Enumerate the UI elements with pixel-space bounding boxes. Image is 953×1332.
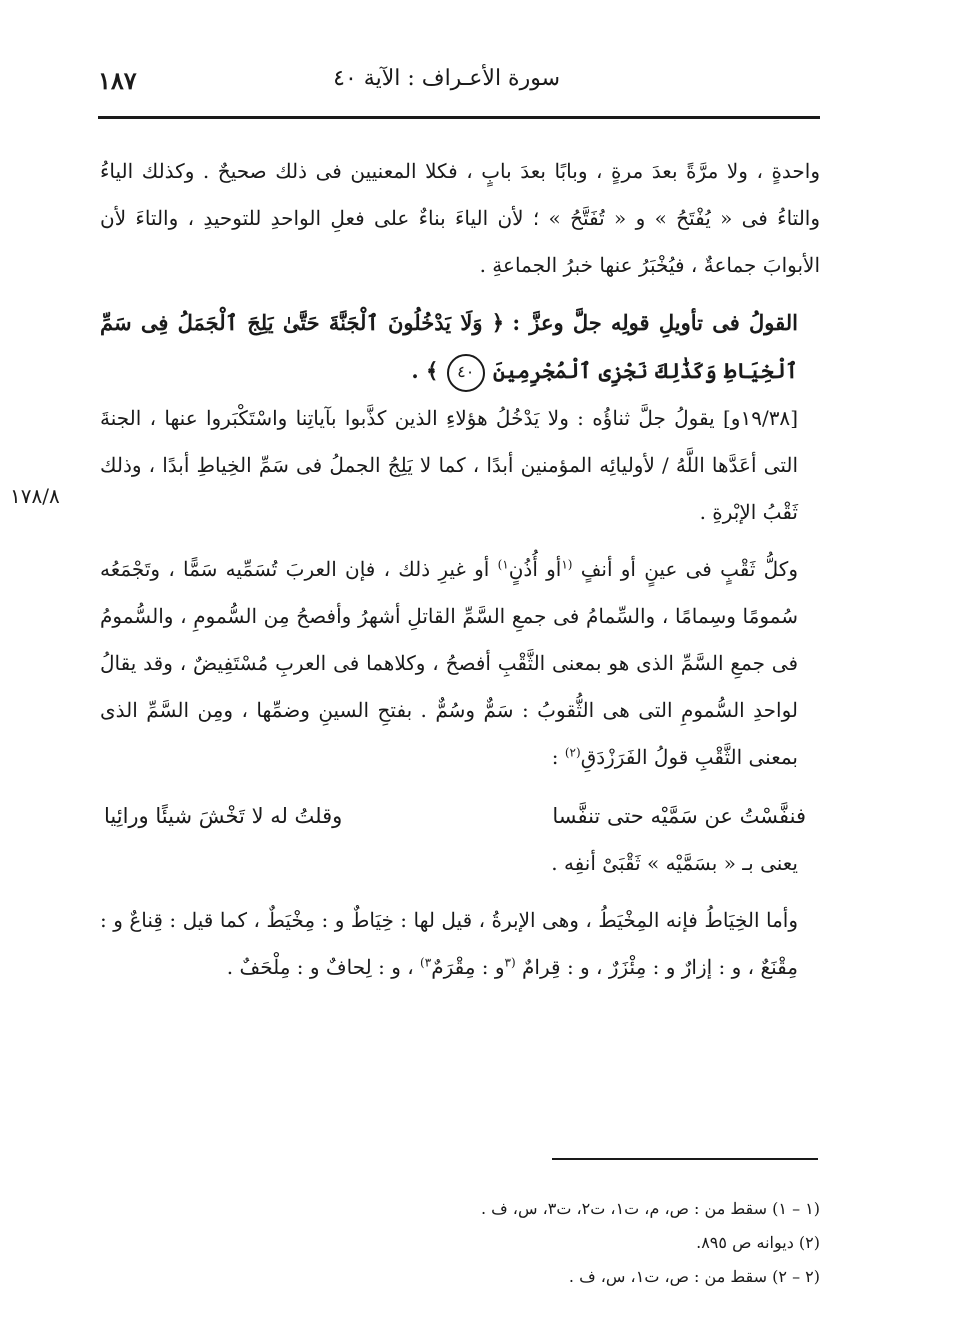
text-line: عنها ، الجنةَ التى أعَدَّها اللَّهُ / لأوليائِه المؤمنين أبدًا ، كما لا يَلِجُ الجملُ فى سَمِّ [100, 406, 799, 477]
footnote-rule [552, 1158, 818, 1160]
verse-number-mark: ٤٠ [447, 354, 485, 392]
paragraph-5 [100, 897, 820, 991]
quran-verse: ﴿ وَلَا يَدْخُلُونَ ٱلْجَنَّةَ حَتَّىٰ يَلِجَ ٱلْجَمَلُ فِى سَمِّ [100, 310, 505, 335]
footnote: (٢) ديوانه ص ٨٩٥. [696, 1233, 820, 1252]
poem-hemistich-2: وقلتُ له لا تَخْشَ شيئًا ورائِيا [104, 804, 343, 828]
page-header [98, 62, 820, 106]
header-rule [98, 116, 820, 119]
text-line: و : مِلْحَفٌ . [226, 955, 320, 979]
text-line: الخِياطِ أبدًا ، وذلك ثَقْبُ الإبْرةِ . [100, 453, 798, 524]
text-line: مُسْتَفِيضٌ ، وقد يقالُ لواحدِ السُّمومِ التى هى الثُّقوبُ : سَمٌّ وسُمٌّ . بفتحِ السينِ [100, 651, 799, 722]
footnote-mark[interactable]: (٢) [564, 745, 581, 760]
poem-verse [100, 793, 820, 840]
text-line: والسُّمومُ فى جمعِ السَّمِّ الذى هو بمعنى الثَّقْبِ أفصحُ ، وكلاهما فى العربِ [100, 604, 799, 675]
footnotes [100, 1192, 820, 1294]
verse-close: ﴾ . [411, 358, 439, 383]
page-number: ١٨٧ [98, 66, 137, 95]
text-line: ، و : لِحافٌ [325, 955, 421, 979]
text-line: واحدةٍ ، ولا مرَّةً بعدَ مرةٍ ، وبابًا بعدَ بابٍ ، فكلا المعنيين فى ذلك صحيحٌ . وكذلك [141, 159, 820, 183]
text-line: و : مِقْرَمٌ [431, 955, 505, 979]
paragraph-4 [100, 546, 820, 781]
text-line: وتَجْمَعُه سُمومًا وسِمامًا ، والسِّمامُ فى جمعِ السَّمِّ القاتلِ أشهرُ وأفصحُ مِن السُّمومِ ، [100, 557, 798, 628]
running-title: سورة الأعـراف : الآية ٤٠ [333, 66, 560, 91]
footnote: (١ – ١) سقط من : ص، م، ت١، ت٢، ت٣، س، ف . [480, 1199, 820, 1218]
text-line: الياءُ والتاءُ فى « يُفْتَحُ » و « تُفَتَّحُ » ؛ لأن الياءَ بناءٌ على فعلِ الواحدِ للتوحيدِ ، والتاءَ [100, 159, 821, 230]
text-line: لأن الأبوابَ جماعةٌ ، فيُخْبَرُ عنها خبرُ الجماعةِ . [100, 206, 820, 277]
text-line: يعنى بـ « بسَمَّيْه » ثَقْبَىْ أنفِه . [551, 851, 798, 875]
text-line: قيل : قِناعٌ و : مِقْنَعٌ ، و : إزارٌ و : مِئْزَرٌ ، و : قِرامٌ [100, 908, 798, 979]
verse-heading [100, 299, 820, 395]
poem-gloss [100, 840, 820, 887]
margin-reference: ١٧٨/٨ [10, 484, 60, 508]
poem-hemistich-1: فنفَّسْتُ عن سَمَّيْه حتى تنفَّسا [552, 804, 806, 828]
paragraph-3 [100, 395, 820, 536]
main-text [100, 148, 820, 991]
text-line: أو غيرِ ذلك ، فإن العربَ تُسَمِّيه سَمًّا ، [168, 557, 498, 581]
footnote-mark[interactable]: ٣) [420, 955, 432, 970]
footnote-mark[interactable]: (٣ [504, 955, 516, 970]
footnote-mark[interactable]: ١) [497, 557, 509, 572]
text-line: وكلُّ ثَقْبٍ فى عينٍ أو أنفٍ [572, 557, 798, 581]
text-line: : [551, 745, 565, 769]
text-line: أو أُذُنٍ [508, 557, 562, 581]
footnote-mark[interactable]: (١ [561, 557, 573, 572]
text-line: [١٩/٣٨و] يقولُ جلَّ ثناؤُه : ولا يَدْخُلُ هؤلاءِ الذين كذَّبوا بآياتِنا واسْتَكْبَروا [205, 406, 798, 430]
footnote: (٢ – ٢) سقط من : ص، ت١، س، ف . [568, 1267, 820, 1286]
paragraph-1 [100, 148, 820, 289]
text-line: وضمِّها ، ومِن السَّمِّ الذى بمعنى الثَّقْبِ قولُ الفَرَزْدَقِ [100, 698, 798, 769]
text-line: وأما الخِيَاطُ فإنه المِخْيَطُ ، وهى الإبرةُ ، قيل لها : خِيَاطٌ و : مِخْيَطٌ ، كما [219, 908, 798, 932]
quran-verse-continued: ٱلْخِيَاطِ وَكَذَٰلِكَ نَجْزِى ٱلْمُجْرِمِينَ [493, 358, 798, 383]
heading-intro: القولُ فى تأويلِ قولِه جلَّ وعزَّ : [512, 310, 798, 335]
